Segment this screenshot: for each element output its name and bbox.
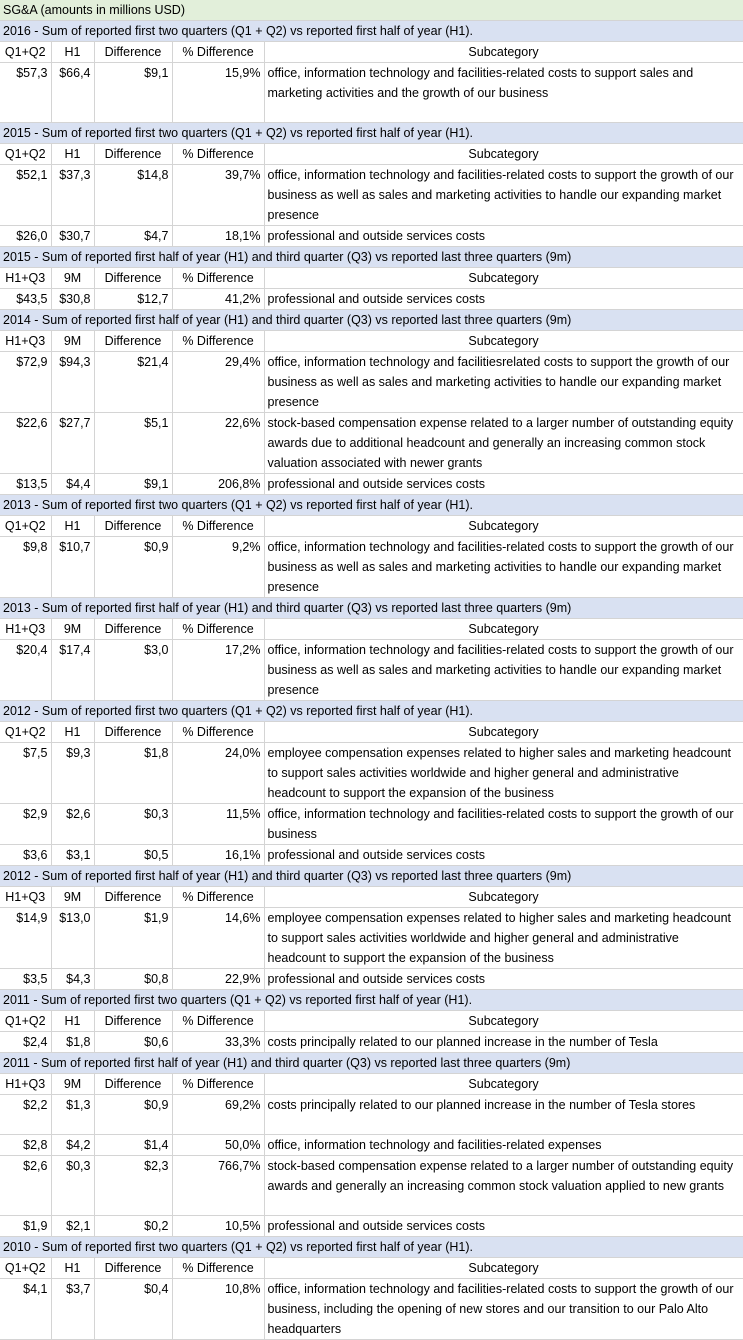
subcategory-text: office, information technology and facilities-related costs to support the growth of our business as well as sales and marketing activities to handle our expanding market presence: [264, 640, 743, 701]
column-header-difference: Difference: [94, 331, 172, 352]
value-a: $20,4: [0, 640, 51, 701]
value-a: $43,5: [0, 289, 51, 310]
subcategory-text: stock-based compensation expense related to a larger number of outstanding equity awards and generally an increasing common stock valuation applied to new grants: [264, 1156, 743, 1216]
value-b: $17,4: [51, 640, 94, 701]
title-row: [0, 0, 743, 21]
column-header-subcategory: Subcategory: [264, 331, 743, 352]
column-header-b: H1: [51, 1011, 94, 1032]
column-header-b: 9M: [51, 331, 94, 352]
value-pct-difference: 24,0%: [172, 743, 264, 804]
column-header-a: H1+Q3: [0, 268, 51, 289]
subcategory-text: stock-based compensation expense related to a larger number of outstanding equity awards due to additional headcount and generally an increasing common stock valuation associated with newer grants: [264, 413, 743, 474]
table-row: [0, 537, 743, 598]
value-difference: $1,4: [94, 1135, 172, 1156]
section-label: 2012 - Sum of reported first half of year (H1) and third quarter (Q3) vs reported last three quarters (9m): [0, 866, 743, 887]
table-row: [0, 1135, 743, 1156]
value-a: $52,1: [0, 165, 51, 226]
subcategory-text: professional and outside services costs: [264, 289, 743, 310]
value-b: $13,0: [51, 908, 94, 969]
section-header-row: [0, 310, 743, 331]
column-header-difference: Difference: [94, 722, 172, 743]
column-header-a: Q1+Q2: [0, 1011, 51, 1032]
column-header-pct-difference: % Difference: [172, 331, 264, 352]
column-header-subcategory: Subcategory: [264, 268, 743, 289]
column-header-difference: Difference: [94, 887, 172, 908]
value-pct-difference: 10,8%: [172, 1279, 264, 1340]
column-header-difference: Difference: [94, 268, 172, 289]
value-b: $1,3: [51, 1095, 94, 1135]
section-label: 2015 - Sum of reported first half of year (H1) and third quarter (Q3) vs reported last three quarters (9m): [0, 247, 743, 268]
value-difference: $1,9: [94, 908, 172, 969]
column-header-pct-difference: % Difference: [172, 516, 264, 537]
column-header-a: Q1+Q2: [0, 144, 51, 165]
column-header-difference: Difference: [94, 42, 172, 63]
value-difference: $21,4: [94, 352, 172, 413]
column-header-row: [0, 516, 743, 537]
value-pct-difference: 15,9%: [172, 63, 264, 123]
column-header-row: [0, 1011, 743, 1032]
subcategory-text: professional and outside services costs: [264, 1216, 743, 1237]
column-header-a: Q1+Q2: [0, 722, 51, 743]
value-a: $22,6: [0, 413, 51, 474]
subcategory-text: employee compensation expenses related to higher sales and marketing headcount to support sales activities worldwide and higher general and administrative headcount to support the expansion of the business: [264, 743, 743, 804]
column-header-pct-difference: % Difference: [172, 619, 264, 640]
value-difference: $9,1: [94, 474, 172, 495]
value-b: $4,2: [51, 1135, 94, 1156]
section-label: 2013 - Sum of reported first two quarters (Q1 + Q2) vs reported first half of year (H1).: [0, 495, 743, 516]
section-label: 2011 - Sum of reported first two quarters (Q1 + Q2) vs reported first half of year (H1).: [0, 990, 743, 1011]
column-header-a: Q1+Q2: [0, 42, 51, 63]
section-label: 2010 - Sum of reported first two quarters (Q1 + Q2) vs reported first half of year (H1).: [0, 1237, 743, 1258]
value-b: $2,1: [51, 1216, 94, 1237]
value-a: $2,4: [0, 1032, 51, 1053]
value-difference: $12,7: [94, 289, 172, 310]
table-row: [0, 804, 743, 845]
column-header-b: 9M: [51, 268, 94, 289]
table-row: [0, 63, 743, 123]
table-row: [0, 1032, 743, 1053]
value-b: $3,7: [51, 1279, 94, 1340]
value-b: $10,7: [51, 537, 94, 598]
value-difference: $0,5: [94, 845, 172, 866]
value-difference: $0,6: [94, 1032, 172, 1053]
value-pct-difference: 69,2%: [172, 1095, 264, 1135]
value-pct-difference: 16,1%: [172, 845, 264, 866]
section-header-row: [0, 247, 743, 268]
value-a: $72,9: [0, 352, 51, 413]
column-header-row: [0, 268, 743, 289]
value-b: $4,3: [51, 969, 94, 990]
value-b: $94,3: [51, 352, 94, 413]
column-header-pct-difference: % Difference: [172, 1258, 264, 1279]
column-header-b: H1: [51, 1258, 94, 1279]
value-pct-difference: 11,5%: [172, 804, 264, 845]
column-header-subcategory: Subcategory: [264, 516, 743, 537]
table-row: [0, 289, 743, 310]
table-row: [0, 640, 743, 701]
subcategory-text: costs principally related to our planned increase in the number of Tesla stores: [264, 1095, 743, 1135]
value-a: $14,9: [0, 908, 51, 969]
value-pct-difference: 14,6%: [172, 908, 264, 969]
value-difference: $14,8: [94, 165, 172, 226]
value-difference: $4,7: [94, 226, 172, 247]
column-header-b: H1: [51, 144, 94, 165]
column-header-row: [0, 1074, 743, 1095]
section-label: 2013 - Sum of reported first half of year (H1) and third quarter (Q3) vs reported last three quarters (9m): [0, 598, 743, 619]
column-header-row: [0, 331, 743, 352]
column-header-pct-difference: % Difference: [172, 268, 264, 289]
section-header-row: [0, 990, 743, 1011]
value-difference: $0,4: [94, 1279, 172, 1340]
value-a: $26,0: [0, 226, 51, 247]
sheet-title: SG&A (amounts in millions USD): [0, 0, 743, 21]
subcategory-text: office, information technology and facilities-related costs to support the growth of our business, including the opening of new stores and our transition to our Palo Alto headquarters: [264, 1279, 743, 1340]
section-label: 2016 - Sum of reported first two quarters (Q1 + Q2) vs reported first half of year (H1).: [0, 21, 743, 42]
column-header-difference: Difference: [94, 619, 172, 640]
section-label: 2012 - Sum of reported first two quarters (Q1 + Q2) vs reported first half of year (H1).: [0, 701, 743, 722]
column-header-subcategory: Subcategory: [264, 42, 743, 63]
subcategory-text: office, information technology and facilities-related costs to support the growth of our business: [264, 804, 743, 845]
column-header-a: H1+Q3: [0, 887, 51, 908]
column-header-pct-difference: % Difference: [172, 1011, 264, 1032]
subcategory-text: office, information technology and facilities-related costs to support the growth of our business as well as sales and marketing activities to handle our expanding market presence: [264, 537, 743, 598]
column-header-b: H1: [51, 42, 94, 63]
column-header-difference: Difference: [94, 1011, 172, 1032]
value-a: $57,3: [0, 63, 51, 123]
column-header-pct-difference: % Difference: [172, 42, 264, 63]
value-difference: $2,3: [94, 1156, 172, 1216]
value-a: $9,8: [0, 537, 51, 598]
value-difference: $3,0: [94, 640, 172, 701]
table-row: [0, 908, 743, 969]
value-pct-difference: 22,6%: [172, 413, 264, 474]
value-pct-difference: 29,4%: [172, 352, 264, 413]
value-a: $2,2: [0, 1095, 51, 1135]
value-pct-difference: 41,2%: [172, 289, 264, 310]
value-difference: $0,9: [94, 537, 172, 598]
column-header-pct-difference: % Difference: [172, 144, 264, 165]
value-pct-difference: 206,8%: [172, 474, 264, 495]
column-header-pct-difference: % Difference: [172, 1074, 264, 1095]
value-b: $9,3: [51, 743, 94, 804]
subcategory-text: professional and outside services costs: [264, 474, 743, 495]
column-header-row: [0, 1258, 743, 1279]
value-a: $13,5: [0, 474, 51, 495]
column-header-pct-difference: % Difference: [172, 887, 264, 908]
table-row: [0, 1156, 743, 1216]
column-header-subcategory: Subcategory: [264, 887, 743, 908]
table-row: [0, 165, 743, 226]
column-header-a: Q1+Q2: [0, 1258, 51, 1279]
value-a: $2,8: [0, 1135, 51, 1156]
subcategory-text: professional and outside services costs: [264, 969, 743, 990]
table-row: [0, 969, 743, 990]
section-header-row: [0, 701, 743, 722]
value-difference: $9,1: [94, 63, 172, 123]
value-b: $1,8: [51, 1032, 94, 1053]
column-header-row: [0, 42, 743, 63]
value-difference: $0,2: [94, 1216, 172, 1237]
table-row: [0, 845, 743, 866]
column-header-subcategory: Subcategory: [264, 722, 743, 743]
value-difference: $0,9: [94, 1095, 172, 1135]
value-a: $3,5: [0, 969, 51, 990]
value-pct-difference: 22,9%: [172, 969, 264, 990]
value-a: $4,1: [0, 1279, 51, 1340]
value-pct-difference: 17,2%: [172, 640, 264, 701]
section-label: 2015 - Sum of reported first two quarters (Q1 + Q2) vs reported first half of year (H1).: [0, 123, 743, 144]
column-header-difference: Difference: [94, 1074, 172, 1095]
value-pct-difference: 39,7%: [172, 165, 264, 226]
value-b: $66,4: [51, 63, 94, 123]
column-header-a: H1+Q3: [0, 331, 51, 352]
value-b: $30,7: [51, 226, 94, 247]
value-a: $2,6: [0, 1156, 51, 1216]
value-b: $27,7: [51, 413, 94, 474]
column-header-row: [0, 144, 743, 165]
value-pct-difference: 33,3%: [172, 1032, 264, 1053]
value-pct-difference: 18,1%: [172, 226, 264, 247]
column-header-row: [0, 619, 743, 640]
value-b: $37,3: [51, 165, 94, 226]
section-label: 2011 - Sum of reported first half of year (H1) and third quarter (Q3) vs reported last three quarters (9m): [0, 1053, 743, 1074]
column-header-subcategory: Subcategory: [264, 1074, 743, 1095]
section-header-row: [0, 495, 743, 516]
value-pct-difference: 9,2%: [172, 537, 264, 598]
column-header-subcategory: Subcategory: [264, 619, 743, 640]
table-row: [0, 1279, 743, 1340]
table-row: [0, 743, 743, 804]
value-difference: $1,8: [94, 743, 172, 804]
column-header-pct-difference: % Difference: [172, 722, 264, 743]
column-header-a: H1+Q3: [0, 619, 51, 640]
column-header-b: 9M: [51, 887, 94, 908]
value-b: $2,6: [51, 804, 94, 845]
value-b: $4,4: [51, 474, 94, 495]
table-row: [0, 413, 743, 474]
column-header-difference: Difference: [94, 516, 172, 537]
value-b: $0,3: [51, 1156, 94, 1216]
value-a: $1,9: [0, 1216, 51, 1237]
value-b: $30,8: [51, 289, 94, 310]
subcategory-text: office, information technology and facilities-related costs to support the growth of our business as well as sales and marketing activities to handle our expanding market presence: [264, 165, 743, 226]
value-difference: $5,1: [94, 413, 172, 474]
section-header-row: [0, 123, 743, 144]
column-header-subcategory: Subcategory: [264, 1258, 743, 1279]
subcategory-text: professional and outside services costs: [264, 226, 743, 247]
subcategory-text: office, information technology and facilities-related costs to support sales and marketing activities and the growth of our business: [264, 63, 743, 123]
table-row: [0, 352, 743, 413]
column-header-b: 9M: [51, 1074, 94, 1095]
section-header-row: [0, 1053, 743, 1074]
column-header-difference: Difference: [94, 1258, 172, 1279]
table-row: [0, 1216, 743, 1237]
section-header-row: [0, 866, 743, 887]
subcategory-text: professional and outside services costs: [264, 845, 743, 866]
value-a: $7,5: [0, 743, 51, 804]
column-header-b: H1: [51, 516, 94, 537]
column-header-a: H1+Q3: [0, 1074, 51, 1095]
column-header-row: [0, 722, 743, 743]
section-header-row: [0, 598, 743, 619]
value-difference: $0,3: [94, 804, 172, 845]
subcategory-text: office, information technology and facilities-related expenses: [264, 1135, 743, 1156]
column-header-row: [0, 887, 743, 908]
value-pct-difference: 50,0%: [172, 1135, 264, 1156]
column-header-difference: Difference: [94, 144, 172, 165]
table-row: [0, 1095, 743, 1135]
section-header-row: [0, 21, 743, 42]
value-a: $2,9: [0, 804, 51, 845]
section-label: 2014 - Sum of reported first half of year (H1) and third quarter (Q3) vs reported last three quarters (9m): [0, 310, 743, 331]
value-difference: $0,8: [94, 969, 172, 990]
table-row: [0, 474, 743, 495]
column-header-subcategory: Subcategory: [264, 144, 743, 165]
subcategory-text: costs principally related to our planned increase in the number of Tesla: [264, 1032, 743, 1053]
table-row: [0, 226, 743, 247]
value-a: $3,6: [0, 845, 51, 866]
value-b: $3,1: [51, 845, 94, 866]
value-pct-difference: 10,5%: [172, 1216, 264, 1237]
column-header-b: 9M: [51, 619, 94, 640]
column-header-subcategory: Subcategory: [264, 1011, 743, 1032]
section-header-row: [0, 1237, 743, 1258]
column-header-a: Q1+Q2: [0, 516, 51, 537]
subcategory-text: employee compensation expenses related to higher sales and marketing headcount to support sales activities worldwide and higher general and administrative headcount to support the expansion of the business: [264, 908, 743, 969]
value-pct-difference: 766,7%: [172, 1156, 264, 1216]
subcategory-text: office, information technology and facilitiesrelated costs to support the growth of our business as well as sales and marketing activities to handle our expanding market presence: [264, 352, 743, 413]
column-header-b: H1: [51, 722, 94, 743]
